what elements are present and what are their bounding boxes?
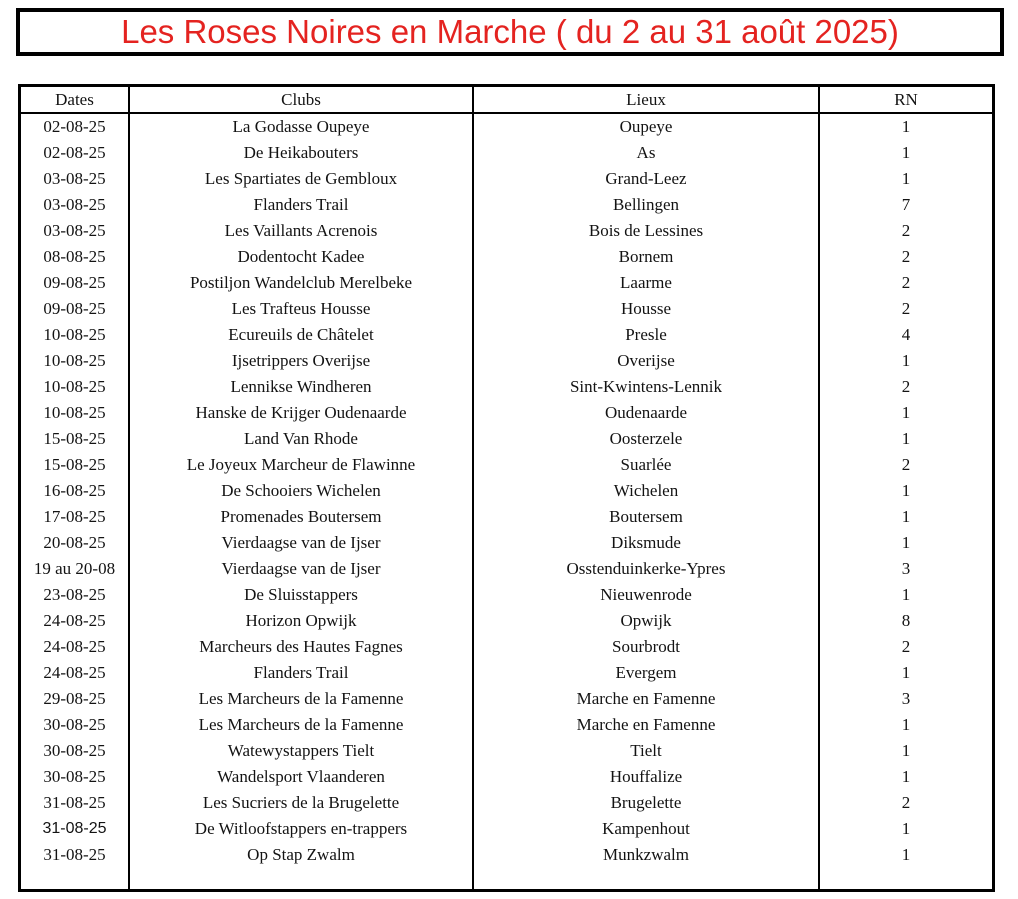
cell-club: Les Sucriers de la Brugelette bbox=[130, 790, 474, 816]
table-row bbox=[21, 686, 992, 712]
cell-club: Ijsetrippers Overijse bbox=[130, 348, 474, 374]
table-row bbox=[21, 738, 992, 764]
cell-rn: 1 bbox=[901, 143, 911, 162]
cell-club: Land Van Rhode bbox=[130, 426, 474, 452]
cell-date: 31-08-25 bbox=[21, 842, 130, 868]
cell-club: Vierdaagse van de Ijser bbox=[130, 530, 474, 556]
table-row bbox=[21, 712, 992, 738]
cell-date: 24-08-25 bbox=[21, 634, 130, 660]
cell-club: De Sluisstappers bbox=[130, 582, 474, 608]
cell-rn: 2 bbox=[901, 299, 911, 318]
cell-rn: 1 bbox=[901, 741, 911, 760]
cell-date: 30-08-25 bbox=[21, 764, 130, 790]
cell-lieu bbox=[474, 868, 820, 889]
cell-rn: 2 bbox=[901, 221, 911, 240]
table-row bbox=[21, 348, 992, 374]
table-row bbox=[21, 296, 992, 322]
table-row bbox=[21, 400, 992, 426]
column-header-dates: Dates bbox=[21, 87, 130, 112]
cell-lieu: Wichelen bbox=[474, 478, 820, 504]
cell-rn: 1 bbox=[901, 663, 911, 682]
cell-date: 23-08-25 bbox=[21, 582, 130, 608]
cell-club: Flanders Trail bbox=[130, 660, 474, 686]
column-header-lieux: Lieux bbox=[474, 87, 820, 112]
cell-date: 09-08-25 bbox=[21, 296, 130, 322]
cell-lieu: Opwijk bbox=[474, 608, 820, 634]
cell-rn: 1 bbox=[901, 403, 911, 422]
cell-club: Horizon Opwijk bbox=[130, 608, 474, 634]
cell-club: Wandelsport Vlaanderen bbox=[130, 764, 474, 790]
table-row bbox=[21, 842, 992, 868]
cell-lieu: Sourbrodt bbox=[474, 634, 820, 660]
table-row bbox=[21, 660, 992, 686]
cell-rn: 2 bbox=[901, 637, 911, 656]
cell-date: 17-08-25 bbox=[21, 504, 130, 530]
cell-date: 10-08-25 bbox=[21, 400, 130, 426]
cell-rn: 4 bbox=[901, 325, 911, 344]
cell-club: Les Spartiates de Gembloux bbox=[130, 166, 474, 192]
table-row bbox=[21, 556, 992, 582]
table-row bbox=[21, 166, 992, 192]
cell-rn: 1 bbox=[901, 429, 911, 448]
cell-club: Les Vaillants Acrenois bbox=[130, 218, 474, 244]
cell-rn: 2 bbox=[901, 455, 911, 474]
cell-lieu: Diksmude bbox=[474, 530, 820, 556]
cell-rn: 2 bbox=[901, 247, 911, 266]
cell-date: 09-08-25 bbox=[21, 270, 130, 296]
cell-lieu: Brugelette bbox=[474, 790, 820, 816]
cell-date: 10-08-25 bbox=[21, 348, 130, 374]
cell-club: La Godasse Oupeye bbox=[130, 114, 474, 140]
cell-rn: 1 bbox=[901, 169, 911, 188]
cell-date: 20-08-25 bbox=[21, 530, 130, 556]
cell-lieu: As bbox=[474, 140, 820, 166]
cell-lieu: Tielt bbox=[474, 738, 820, 764]
cell-club: Dodentocht Kadee bbox=[130, 244, 474, 270]
table-row bbox=[21, 322, 992, 348]
cell-rn: 1 bbox=[901, 507, 911, 526]
cell-lieu: Marche en Famenne bbox=[474, 686, 820, 712]
cell-lieu: Housse bbox=[474, 296, 820, 322]
page-title: Les Roses Noires en Marche ( du 2 au 31 août 2025) bbox=[121, 12, 899, 50]
cell-lieu: Oudenaarde bbox=[474, 400, 820, 426]
cell-lieu: Oupeye bbox=[474, 114, 820, 140]
cell-club: Les Trafteus Housse bbox=[130, 296, 474, 322]
events-table bbox=[18, 84, 995, 892]
table-row bbox=[21, 816, 992, 842]
cell-rn: 3 bbox=[901, 559, 911, 578]
table-row bbox=[21, 478, 992, 504]
table-row bbox=[21, 244, 992, 270]
cell-club: Promenades Boutersem bbox=[130, 504, 474, 530]
cell-date: 19 au 20-08 bbox=[21, 556, 130, 582]
cell-club: Marcheurs des Hautes Fagnes bbox=[130, 634, 474, 660]
cell-lieu: Marche en Famenne bbox=[474, 712, 820, 738]
cell-lieu: Overijse bbox=[474, 348, 820, 374]
table-row bbox=[21, 582, 992, 608]
cell-club: Les Marcheurs de la Famenne bbox=[130, 686, 474, 712]
cell-club: Op Stap Zwalm bbox=[130, 842, 474, 868]
cell-rn: 1 bbox=[901, 767, 911, 786]
cell-club: Hanske de Krijger Oudenaarde bbox=[130, 400, 474, 426]
cell-date: 15-08-25 bbox=[21, 426, 130, 452]
table-header-row bbox=[21, 87, 992, 114]
cell-club: De Witloofstappers en-trappers bbox=[130, 816, 474, 842]
cell-lieu: Bois de Lessines bbox=[474, 218, 820, 244]
cell-date: 16-08-25 bbox=[21, 478, 130, 504]
cell-lieu: Boutersem bbox=[474, 504, 820, 530]
cell-rn: 1 bbox=[901, 117, 911, 136]
cell-date: 31-08-25 bbox=[21, 790, 130, 816]
cell-date: 24-08-25 bbox=[21, 660, 130, 686]
cell-club: Watewystappers Tielt bbox=[130, 738, 474, 764]
cell-club: De Schooiers Wichelen bbox=[130, 478, 474, 504]
cell-date: 02-08-25 bbox=[21, 140, 130, 166]
cell-date: 30-08-25 bbox=[21, 738, 130, 764]
title-banner bbox=[16, 8, 1004, 56]
cell-rn: 1 bbox=[901, 715, 911, 734]
cell-date: 31-08-25 bbox=[21, 816, 130, 842]
table-row bbox=[21, 530, 992, 556]
cell-club: De Heikabouters bbox=[130, 140, 474, 166]
cell-date: 15-08-25 bbox=[21, 452, 130, 478]
cell-rn: 7 bbox=[901, 195, 911, 214]
cell-date: 24-08-25 bbox=[21, 608, 130, 634]
cell-date: 03-08-25 bbox=[21, 218, 130, 244]
table-empty-row bbox=[21, 868, 992, 889]
cell-lieu: Nieuwenrode bbox=[474, 582, 820, 608]
table-row bbox=[21, 790, 992, 816]
cell-rn: 1 bbox=[901, 481, 911, 500]
cell-lieu: Laarme bbox=[474, 270, 820, 296]
table-row bbox=[21, 192, 992, 218]
cell-rn: 1 bbox=[901, 533, 911, 552]
cell-lieu: Evergem bbox=[474, 660, 820, 686]
cell-rn: 1 bbox=[901, 351, 911, 370]
cell-date: 29-08-25 bbox=[21, 686, 130, 712]
table-row bbox=[21, 218, 992, 244]
column-header-clubs: Clubs bbox=[130, 87, 474, 112]
table-body bbox=[21, 114, 992, 868]
table-row bbox=[21, 764, 992, 790]
cell-lieu: Presle bbox=[474, 322, 820, 348]
cell-club: Ecureuils de Châtelet bbox=[130, 322, 474, 348]
cell-club: Flanders Trail bbox=[130, 192, 474, 218]
cell-lieu: Oosterzele bbox=[474, 426, 820, 452]
table-row bbox=[21, 504, 992, 530]
cell-lieu: Bellingen bbox=[474, 192, 820, 218]
cell-club: Lennikse Windheren bbox=[130, 374, 474, 400]
cell-lieu: Munkzwalm bbox=[474, 842, 820, 868]
cell-lieu: Bornem bbox=[474, 244, 820, 270]
cell-rn: 1 bbox=[901, 585, 911, 604]
table-row bbox=[21, 452, 992, 478]
cell-lieu: Grand-Leez bbox=[474, 166, 820, 192]
table-row bbox=[21, 270, 992, 296]
cell-rn bbox=[820, 868, 992, 889]
cell-club: Les Marcheurs de la Famenne bbox=[130, 712, 474, 738]
cell-club: Le Joyeux Marcheur de Flawinne bbox=[130, 452, 474, 478]
cell-lieu: Osstenduinkerke-Ypres bbox=[474, 556, 820, 582]
cell-rn: 1 bbox=[901, 845, 911, 864]
cell-club: Postiljon Wandelclub Merelbeke bbox=[130, 270, 474, 296]
cell-rn: 2 bbox=[901, 377, 911, 396]
cell-rn: 8 bbox=[901, 611, 911, 630]
cell-date: 10-08-25 bbox=[21, 374, 130, 400]
table-row bbox=[21, 634, 992, 660]
cell-club: Vierdaagse van de Ijser bbox=[130, 556, 474, 582]
cell-lieu: Sint-Kwintens-Lennik bbox=[474, 374, 820, 400]
cell-rn: 2 bbox=[901, 793, 911, 812]
cell-date bbox=[21, 868, 130, 889]
table-row bbox=[21, 426, 992, 452]
cell-date: 03-08-25 bbox=[21, 192, 130, 218]
table-row bbox=[21, 374, 992, 400]
cell-date: 30-08-25 bbox=[21, 712, 130, 738]
cell-date: 08-08-25 bbox=[21, 244, 130, 270]
cell-date: 10-08-25 bbox=[21, 322, 130, 348]
cell-rn: 2 bbox=[901, 273, 911, 292]
cell-date: 02-08-25 bbox=[21, 114, 130, 140]
table-row bbox=[21, 140, 992, 166]
column-header-rn: RN bbox=[894, 89, 918, 109]
table-row bbox=[21, 608, 992, 634]
table-row bbox=[21, 114, 992, 140]
cell-club bbox=[130, 868, 474, 889]
cell-lieu: Suarlée bbox=[474, 452, 820, 478]
cell-date: 03-08-25 bbox=[21, 166, 130, 192]
cell-lieu: Houffalize bbox=[474, 764, 820, 790]
cell-rn: 1 bbox=[901, 819, 911, 838]
cell-lieu: Kampenhout bbox=[474, 816, 820, 842]
cell-rn: 3 bbox=[901, 689, 911, 708]
